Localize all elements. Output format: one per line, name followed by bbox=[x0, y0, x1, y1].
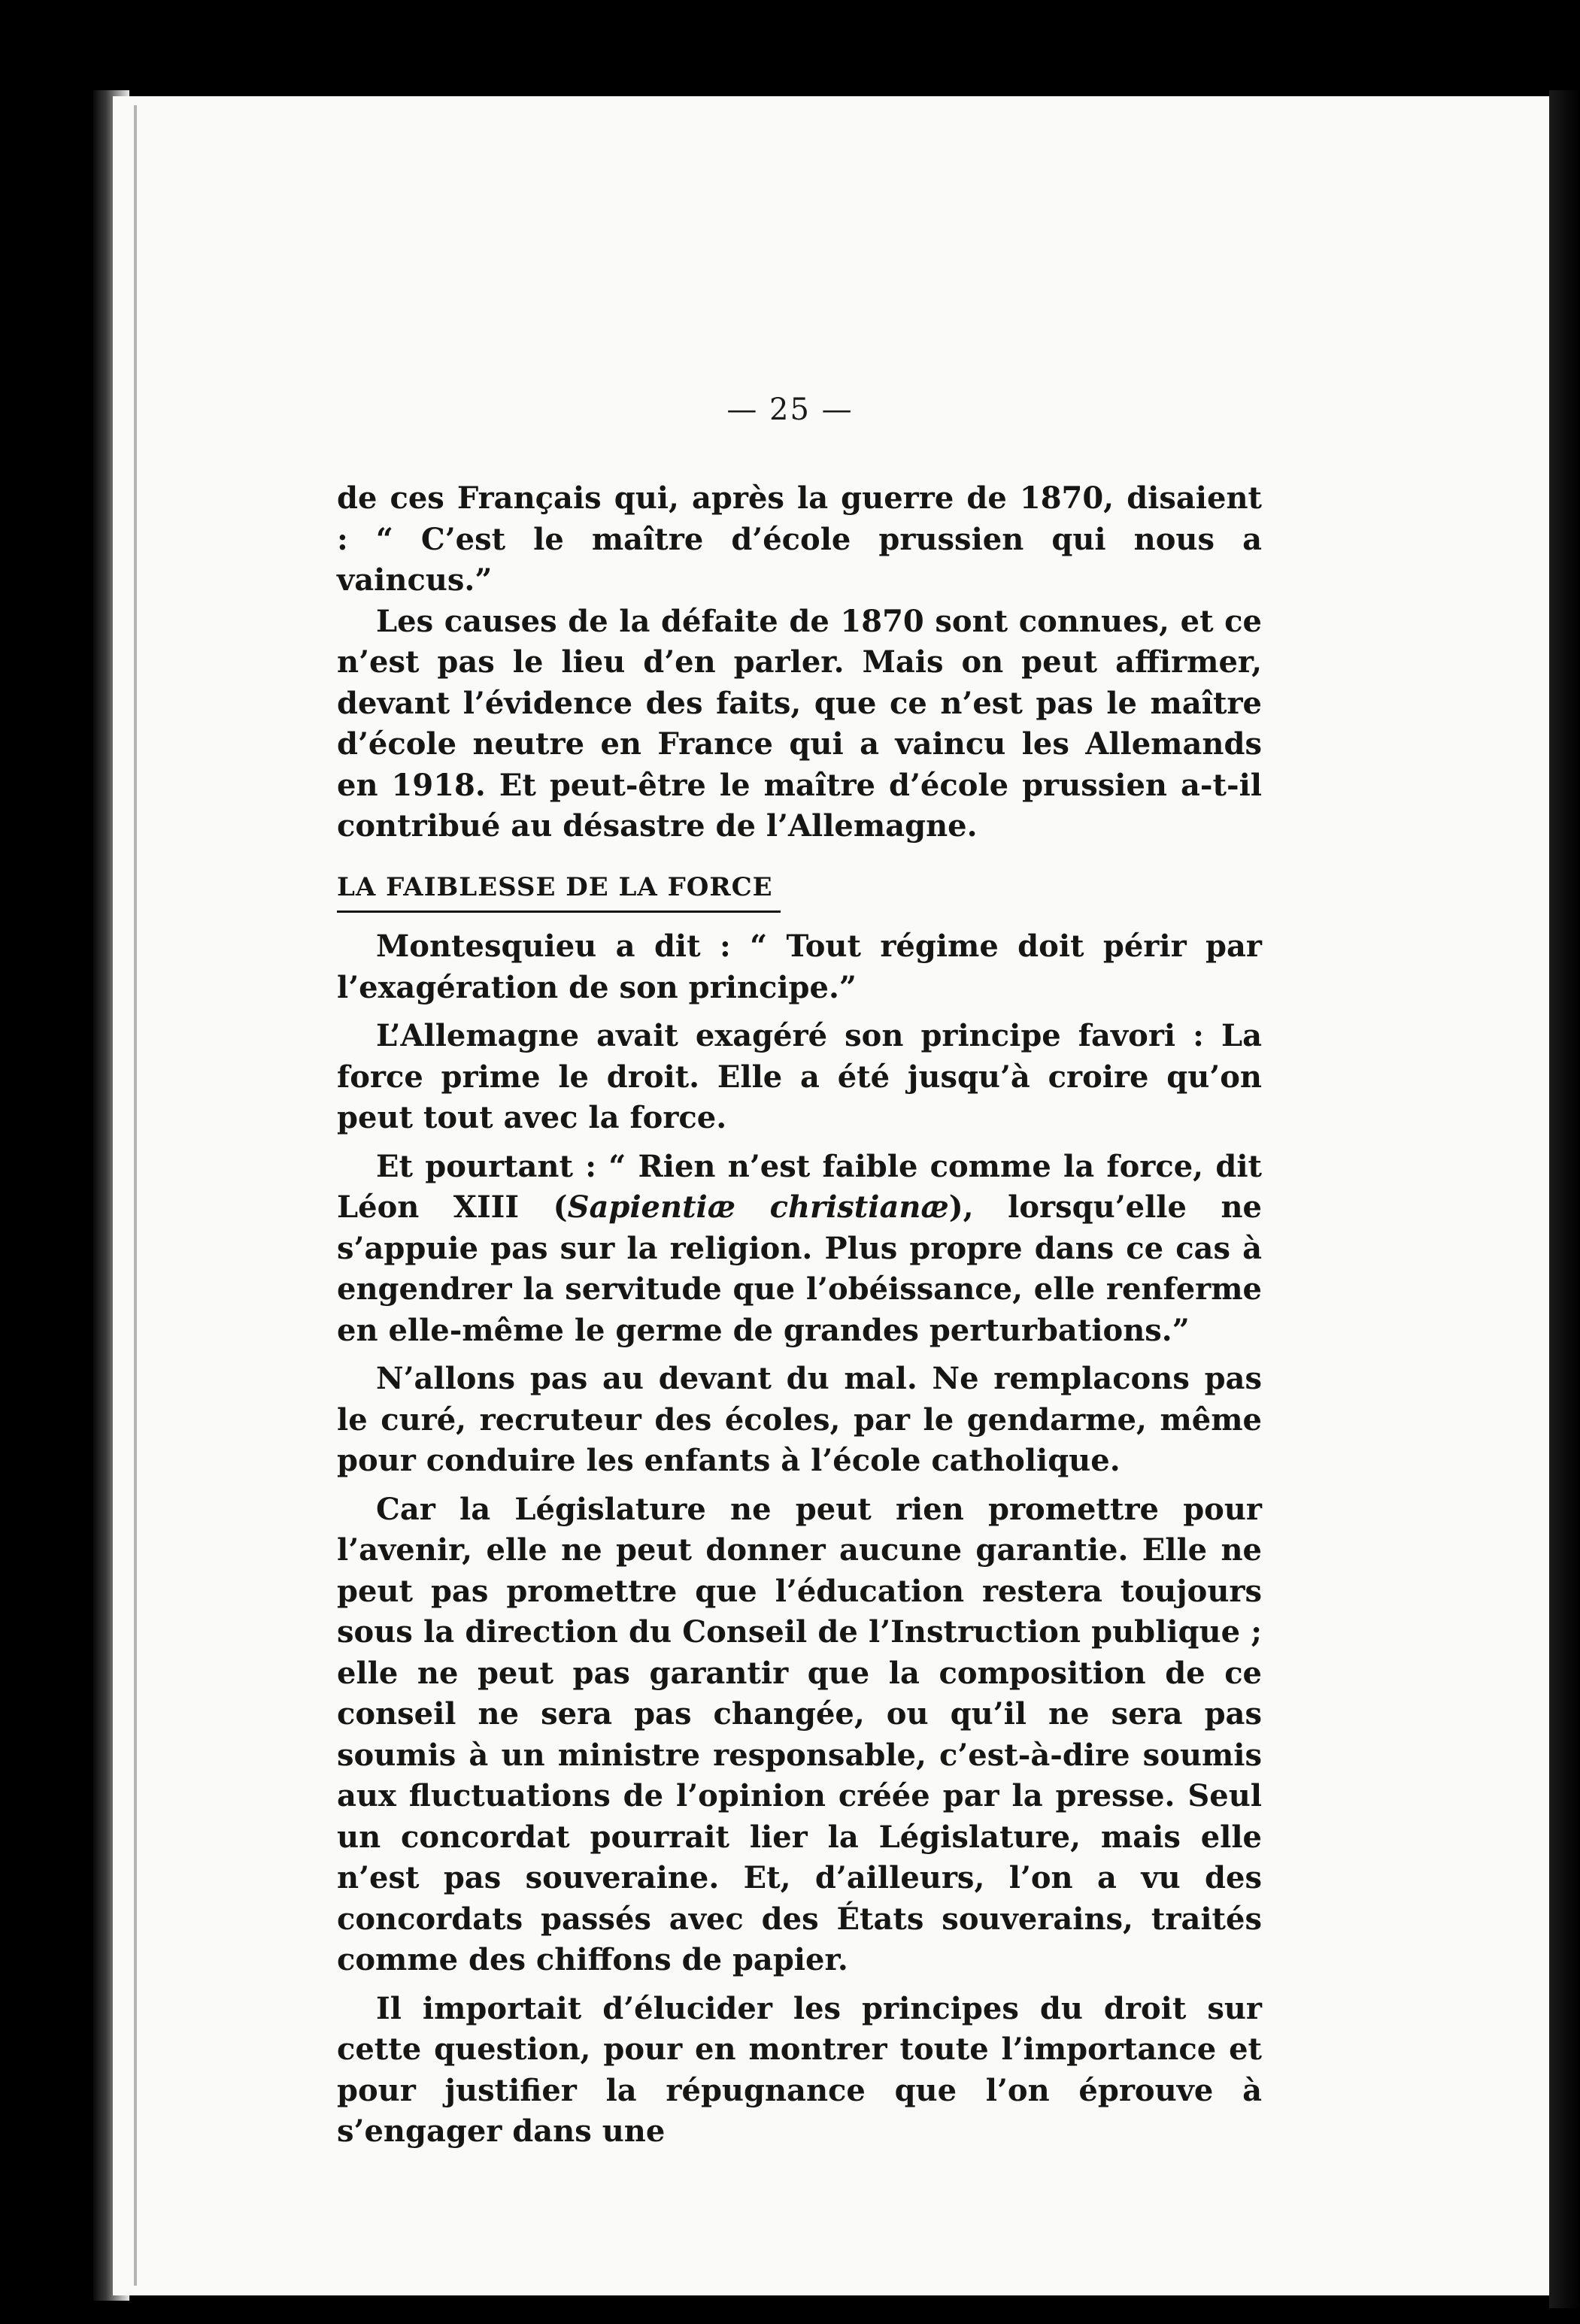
paragraph: Il importait d’élucider les principes du droit sur cette question, pour en montrer toute l’importance et pour justifier la répugnance que l’on éprouve à s’engager dans une bbox=[337, 1990, 1262, 2149]
gutter-rule bbox=[134, 105, 137, 2286]
paragraph: N’allons pas au devant du mal. Ne remplacons pas le curé, recruteur des écoles, par le gendarme, même pour conduire les enfants à l’école catholique. bbox=[337, 1361, 1262, 1478]
paragraph: Car la Législature ne peut rien promettre pour l’avenir, elle ne peut donner aucune garantie. Elle ne peut pas promettre que l’éducation restera toujours sous la direction du Conseil de l’Instruction publique ; elle ne peut pas garantir que la composition de ce conseil ne sera pas changée, ou qu’il ne sera pas soumis à un ministre responsable, c’est-à-dire soumis aux fluctuations de l’opinion créée par la presse. Seul un concordat pourrait lier la Législature, mais elle n’est pas souveraine. Et, d’ailleurs, l’on a vu des concordats passés avec des États souverains, traités comme des chiffons de papier. bbox=[337, 1491, 1262, 1977]
paragraph-text: Et pourtant : “ Rien n’est faible comme la force, dit Léon XIII ( bbox=[337, 1148, 1262, 1225]
italic-title: Sapientiæ christianæ bbox=[567, 1189, 949, 1225]
body-text bbox=[337, 478, 1262, 2153]
paragraph: Les causes de la défaite de 1870 sont connues, et ce n’est pas le lieu d’en parler. Mais on peut affirmer, devant l’évidence des faits, que ce n’est pas le maître d’école neutre en France qui a vaincu les Allemands en 1918. Et peut-être le maître d’école prussien a-t-il contribué au désastre de l’Allemagne. bbox=[337, 603, 1262, 844]
paragraph: L’Allemagne avait exagéré son principe favori : La force prime le droit. Elle a été jusqu’à croire qu’on peut tout avec la force. bbox=[337, 1018, 1262, 1135]
page-number: — 25 — bbox=[726, 392, 854, 427]
paragraph: Montesquieu a dit : “ Tout régime doit périr par l’exagération de son principe.” bbox=[337, 929, 1262, 1005]
paragraph: de ces Français qui, après la guerre de 1870, disaient : “ C’est le maître d’école prussien qui nous a vaincus.” bbox=[337, 480, 1262, 598]
paragraph-text: ), lorsqu’elle ne s’appuie pas sur la religion. Plus propre dans ce cas à engendrer la servitude que l’obéissance, elle renferme en elle-même le germe de grandes perturbations.” bbox=[337, 1189, 1263, 1348]
paragraph bbox=[337, 1147, 1262, 1352]
section-heading: LA FAIBLESSE DE LA FORCE bbox=[337, 867, 781, 914]
